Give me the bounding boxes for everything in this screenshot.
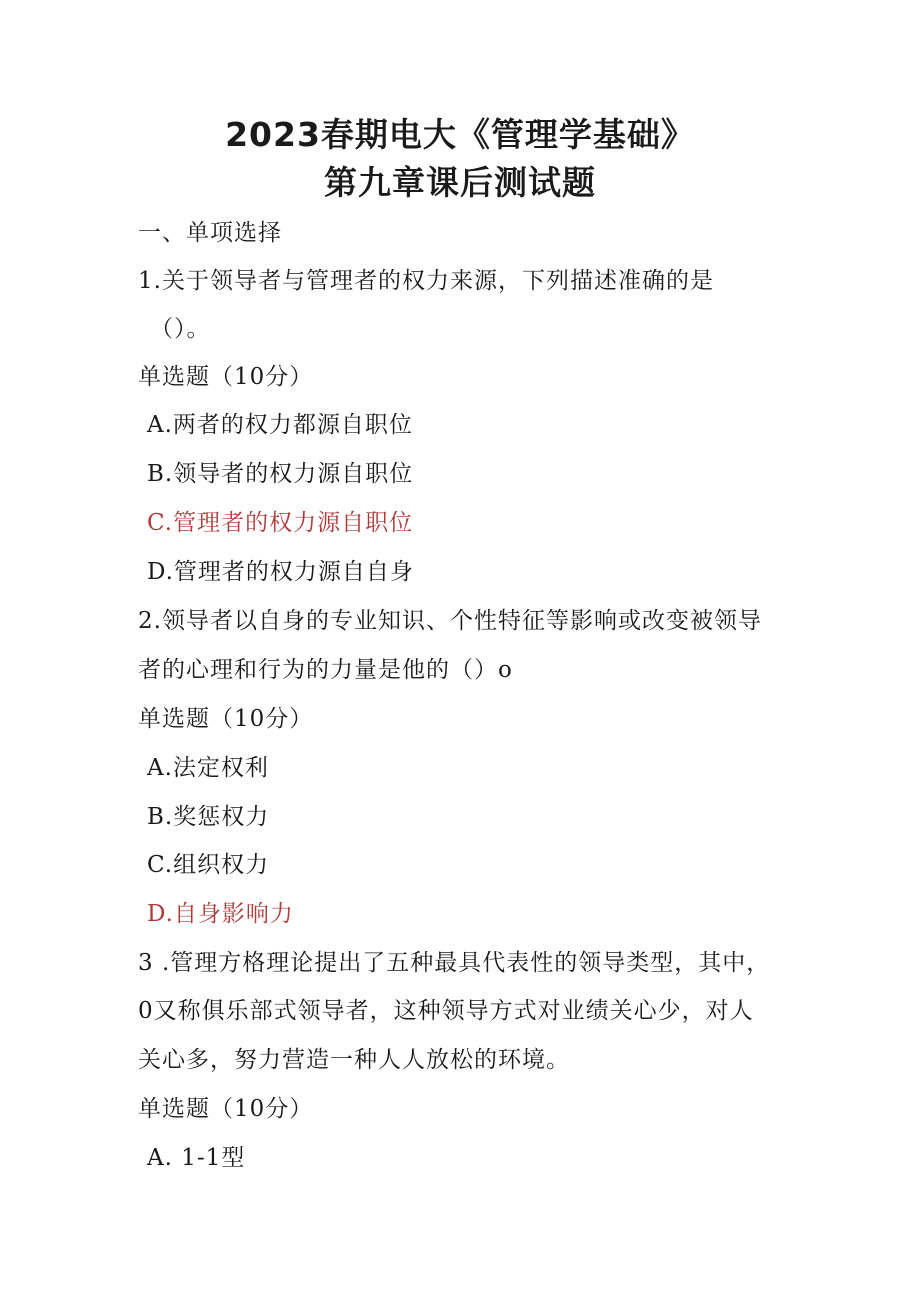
question-3-stem-line-1: 3 .管理方格理论提出了五种最具代表性的领导类型，其中， <box>138 950 771 976</box>
question-2-type-label: 单选题（10分） <box>138 706 314 732</box>
question-3-type-label: 单选题（10分） <box>138 1096 314 1122</box>
question-1-option-a: A.两者的权力都源自职位 <box>147 412 413 438</box>
question-1-stem-line-1: 1.关于领导者与管理者的权力来源，下列描述准确的是 <box>138 268 714 294</box>
question-1-option-c-correct: C.管理者的权力源自职位 <box>147 510 414 536</box>
question-3-stem-line-2: 0又称俱乐部式领导者，这种领导方式对业绩关心少，对人 <box>138 998 754 1024</box>
question-2-stem-line-1: 2.领导者以自身的专业知识、个性特征等影响或改变被领导 <box>138 608 762 634</box>
question-2-option-d-correct: D.自身影响力 <box>147 901 294 927</box>
question-3-stem-line-3: 关心多，努力营造一种人人放松的环境。 <box>138 1047 570 1073</box>
question-3-option-a: A. 1-1型 <box>147 1145 246 1171</box>
question-1-type-label: 单选题（10分） <box>138 364 314 390</box>
question-2-option-c: C.组织权力 <box>147 852 270 878</box>
question-1-option-d: D.管理者的权力源自自身 <box>147 559 414 585</box>
document-title-line-2: 第九章课后测试题 <box>324 163 596 202</box>
question-2-stem-line-2: 者的心理和行为的力量是他的（）o <box>138 657 513 683</box>
question-2-option-b: B.奖惩权力 <box>147 804 270 830</box>
question-1-stem-line-2: （）。 <box>150 316 211 342</box>
question-1-option-b: B.领导者的权力源自职位 <box>147 461 414 487</box>
section-heading: 一、单项选择 <box>138 220 282 246</box>
document-title-line-1: 2023春期电大《管理学基础》 <box>225 115 695 154</box>
question-2-option-a: A.法定权利 <box>147 755 269 781</box>
